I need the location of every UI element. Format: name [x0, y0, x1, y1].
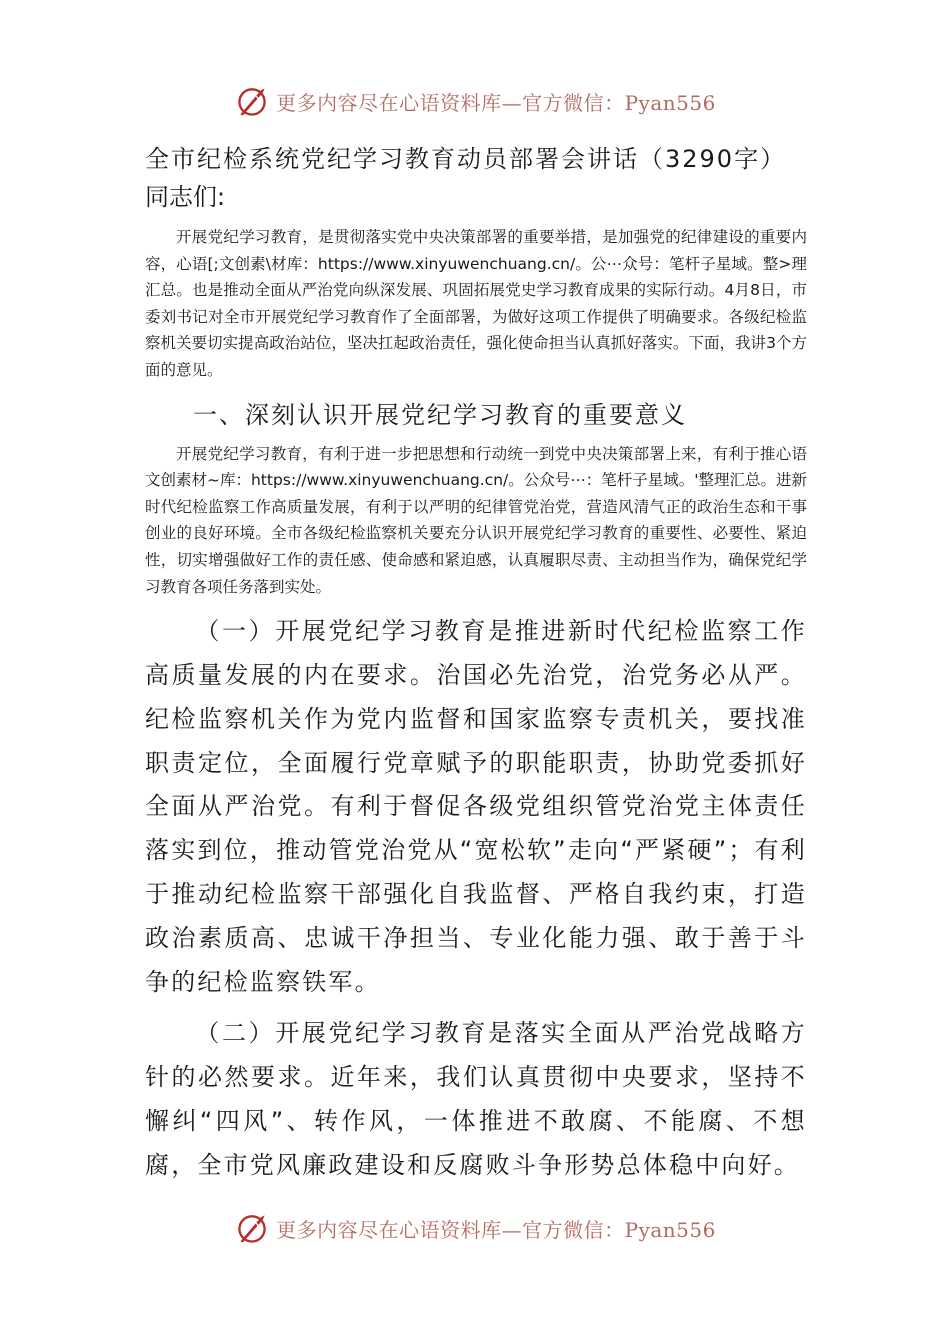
subsection-2-paragraph: （二）开展党纪学习教育是落实全面从严治党战略方针的必然要求。近年来，我们认真贯彻中央要求，坚持不懈纠“四风”、转作风，一体推进不敢腐、不能腐、不想腐，全市党风廉政建设和反腐败斗争形势总体稳中向好。 — [145, 1019, 807, 1179]
watermark-text: 更多内容尽在心语资料库—官方微信：Pyan556 — [276, 1217, 716, 1242]
greeting: 同志们: — [145, 183, 226, 211]
header-watermark — [0, 81, 950, 121]
subsection-1-paragraph: （一）开展党纪学习教育是推进新时代纪检监察工作高质量发展的内在要求。治国必先治党，治党务必从严。纪检监察机关作为党内监督和国家监察专责机关，要找准职责定位，全面履行党章赋予的职能职责，协助党委抓好全面从严治党。有利于督促各级党组织管党治党主体责任落实到位，推动管党治党从“宽松软”走向“严紧硬”；有利于推动纪检监察干部强化自我监督、严格自我约束，打造政治素质高、忠诚干净担当、专业化能力强、敢于善于斗争的纪检监察铁军。 — [145, 617, 807, 996]
intro-paragraph: 开展党纪学习教育，是贯彻落实党中央决策部署的重要举措，是加强党的纪律建设的重要内容，心语[;文创素\材库：https://www.xinyuwenchuang.cn/。公⋯众号：笔杆子星域。整>理汇总。也是推动全面从严治党向纵深发展、巩固拓展党史学习教育成果的实际行动。4月8日，市委刘书记对全市开展党纪学习教育作了全面部署，为做好这项工作提供了明确要求。各级纪检监察机关要切实提高政治站位，坚决扛起政治责任，强化使命担当认真抓好落实。下面，我讲3个方面的意见。 — [145, 228, 807, 379]
quill-logo-icon — [234, 1210, 270, 1246]
document-body — [145, 140, 807, 1187]
document-title: 全市纪检系统党纪学习教育动员部署会讲话（3290字） — [145, 145, 787, 173]
watermark-text: 更多内容尽在心语资料库—官方微信：Pyan556 — [276, 90, 716, 115]
section-1-intro-paragraph: 开展党纪学习教育，有利于进一步把思想和行动统一到党中央决策部署上来，有利于推心语文创素材~库：https://www.xinyuwenchuang.cn/。公众号⋯：笔杆子星域。'整理汇总。进新时代纪检监察工作高质量发展，有利于以严明的纪律管党治党，营造风清气正的政治生态和干事创业的良好环境。全市各级纪检监察机关要充分认识开展党纪学习教育的重要性、必要性、紧迫性，切实增强做好工作的责任感、使命感和紧迫感，认真履职尽责、主动担当作为，确保党纪学习教育各项任务落到实处。 — [145, 444, 808, 596]
quill-logo-icon — [234, 83, 270, 119]
section-heading-1: 一、深刻认识开展党纪学习教育的重要意义 — [193, 400, 687, 429]
footer-watermark — [0, 1208, 950, 1248]
